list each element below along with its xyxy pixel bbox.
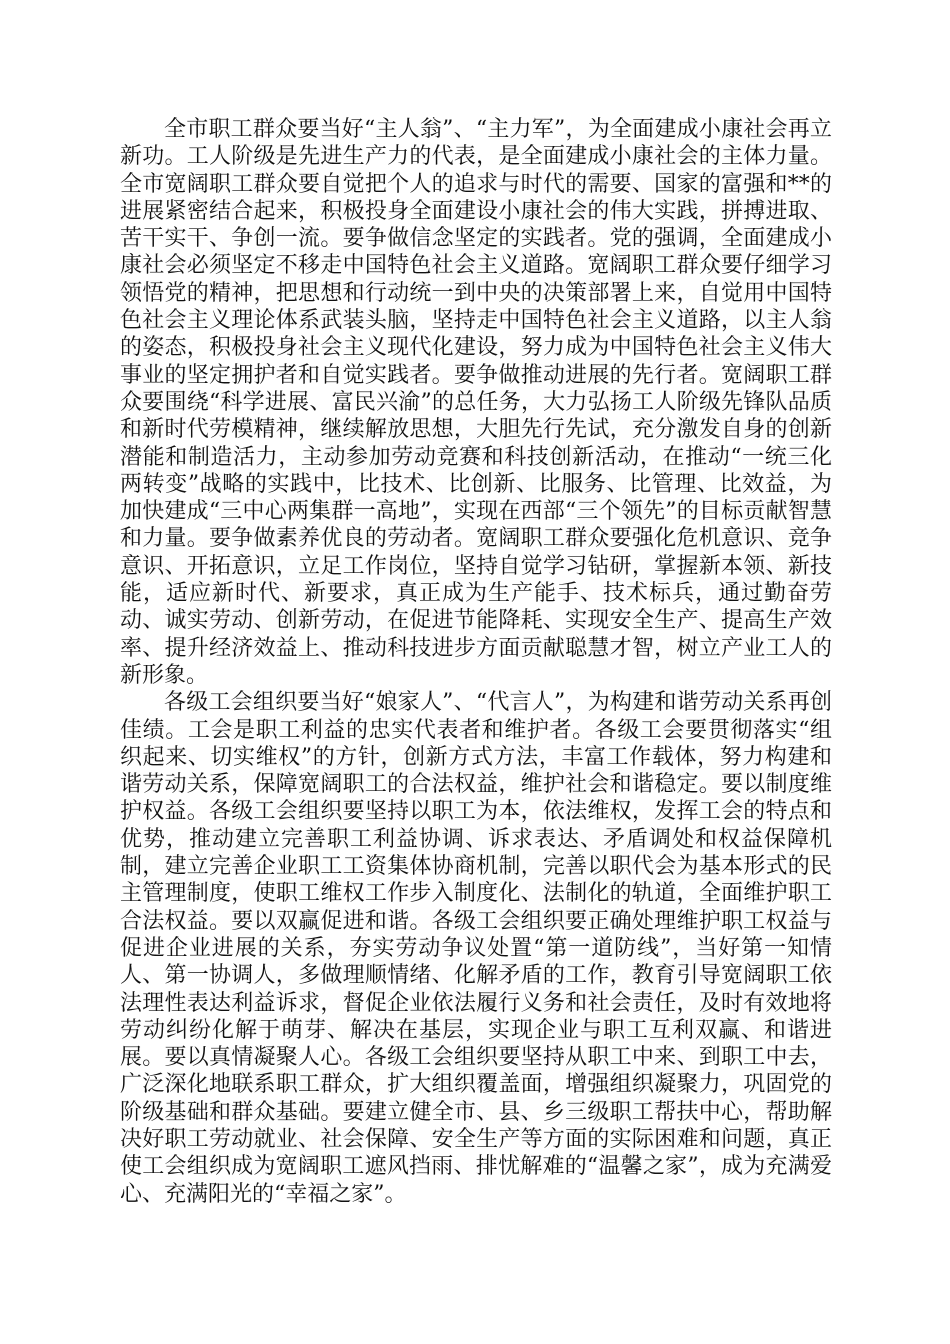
paragraph-workers: 全市职工群众要当好“主人翁”、“主力军”，为全面建成小康社会再立新功。工人阶级是先进生产力的代表，是全面建成小康社会的主体力量。全市宽阔职工群众要自觉把个人的追求与时代的需要、国家的富强和**的进展紧密结合起来，积极投身全面建设小康社会的伟大实践，拼搏进取、苦干实干、争创一流。要争做信念坚定的实践者。党的强调，全面建成小康社会必须坚定不移走中国特色社会主义道路。宽阔职工群众要仔细学习领悟党的精神，把思想和行动统一到中央的决策部署上来，自觉用中国特色社会主义理论体系武装头脑，坚持走中国特色社会主义道路，以主人翁的姿态，积极投身社会主义现代化建设，努力成为中国特色社会主义伟大事业的坚定拥护者和自觉实践者。要争做推动进展的先行者。宽阔职工群众要围绕“科学进展、富民兴渝”的总任务，大力弘扬工人阶级先锋队品质和新时代劳模精神，继续解放思想，大胆先行先试，充分激发自身的创新潜能和制造活力，主动参加劳动竞赛和科技创新活动，在推动“一统三化两转变”战略的实践中，比技术、比创新、比服务、比管理、比效益，为加快建成“三中心两集群一高地”，实现在西部“三个领先”的目标贡献智慧和力量。要争做素养优良的劳动者。宽阔职工群众要强化危机意识、竞争意识、开拓意识，立足工作岗位，坚持自觉学习钻研，掌握新本领、新技能，适应新时代、新要求，真正成为生产能手、技术标兵，通过勤奋劳动、诚实劳动、创新劳动，在促进节能降耗、实现安全生产、提高生产效率、提升经济效益上、推动科技进步方面贡献聪慧才智，树立产业工人的新形象。 (120, 117, 832, 688)
document-body (120, 116, 832, 1208)
paragraph-unions: 各级工会组织要当好“娘家人”、“代言人”，为构建和谐劳动关系再创佳绩。工会是职工利益的忠实代表者和维护者。各级工会要贯彻落实“组织起来、切实维权”的方针，创新方式方法，丰富工作载体，努力构建和谐劳动关系，保障宽阔职工的合法权益，维护社会和谐稳定。要以制度维护权益。各级工会组织要坚持以职工为本，依法维权，发挥工会的特点和优势，推动建立完善职工利益协调、诉求表达、矛盾调处和权益保障机制，建立完善企业职工工资集体协商机制，完善以职代会为基本形式的民主管理制度，使职工维权工作步入制度化、法制化的轨道，全面维护职工合法权益。要以双赢促进和谐。各级工会组织要正确处理维护职工权益与促进企业进展的关系，夯实劳动争议处置“第一道防线”，当好第一知情人、第一协调人，多做理顺情绪、化解矛盾的工作，教育引导宽阔职工依法理性表达利益诉求，督促企业依法履行义务和社会责任，及时有效地将劳动纠纷化解于萌芽、解决在基层，实现企业与职工互利双赢、和谐进展。要以真情凝聚人心。各级工会组织要坚持从职工中来、到职工中去，广泛深化地联系职工群众，扩大组织覆盖面，增强组织凝聚力，巩固党的阶级基础和群众基础。要建立健全市、县、乡三级职工帮扶中心，帮助解决好职工劳动就业、社会保障、安全生产等方面的实际困难和问题，真正使工会组织成为宽阔职工遮风挡雨、排忧解难的“温馨之家”，成为充满爱心、充满阳光的“幸福之家”。 (120, 690, 832, 1207)
